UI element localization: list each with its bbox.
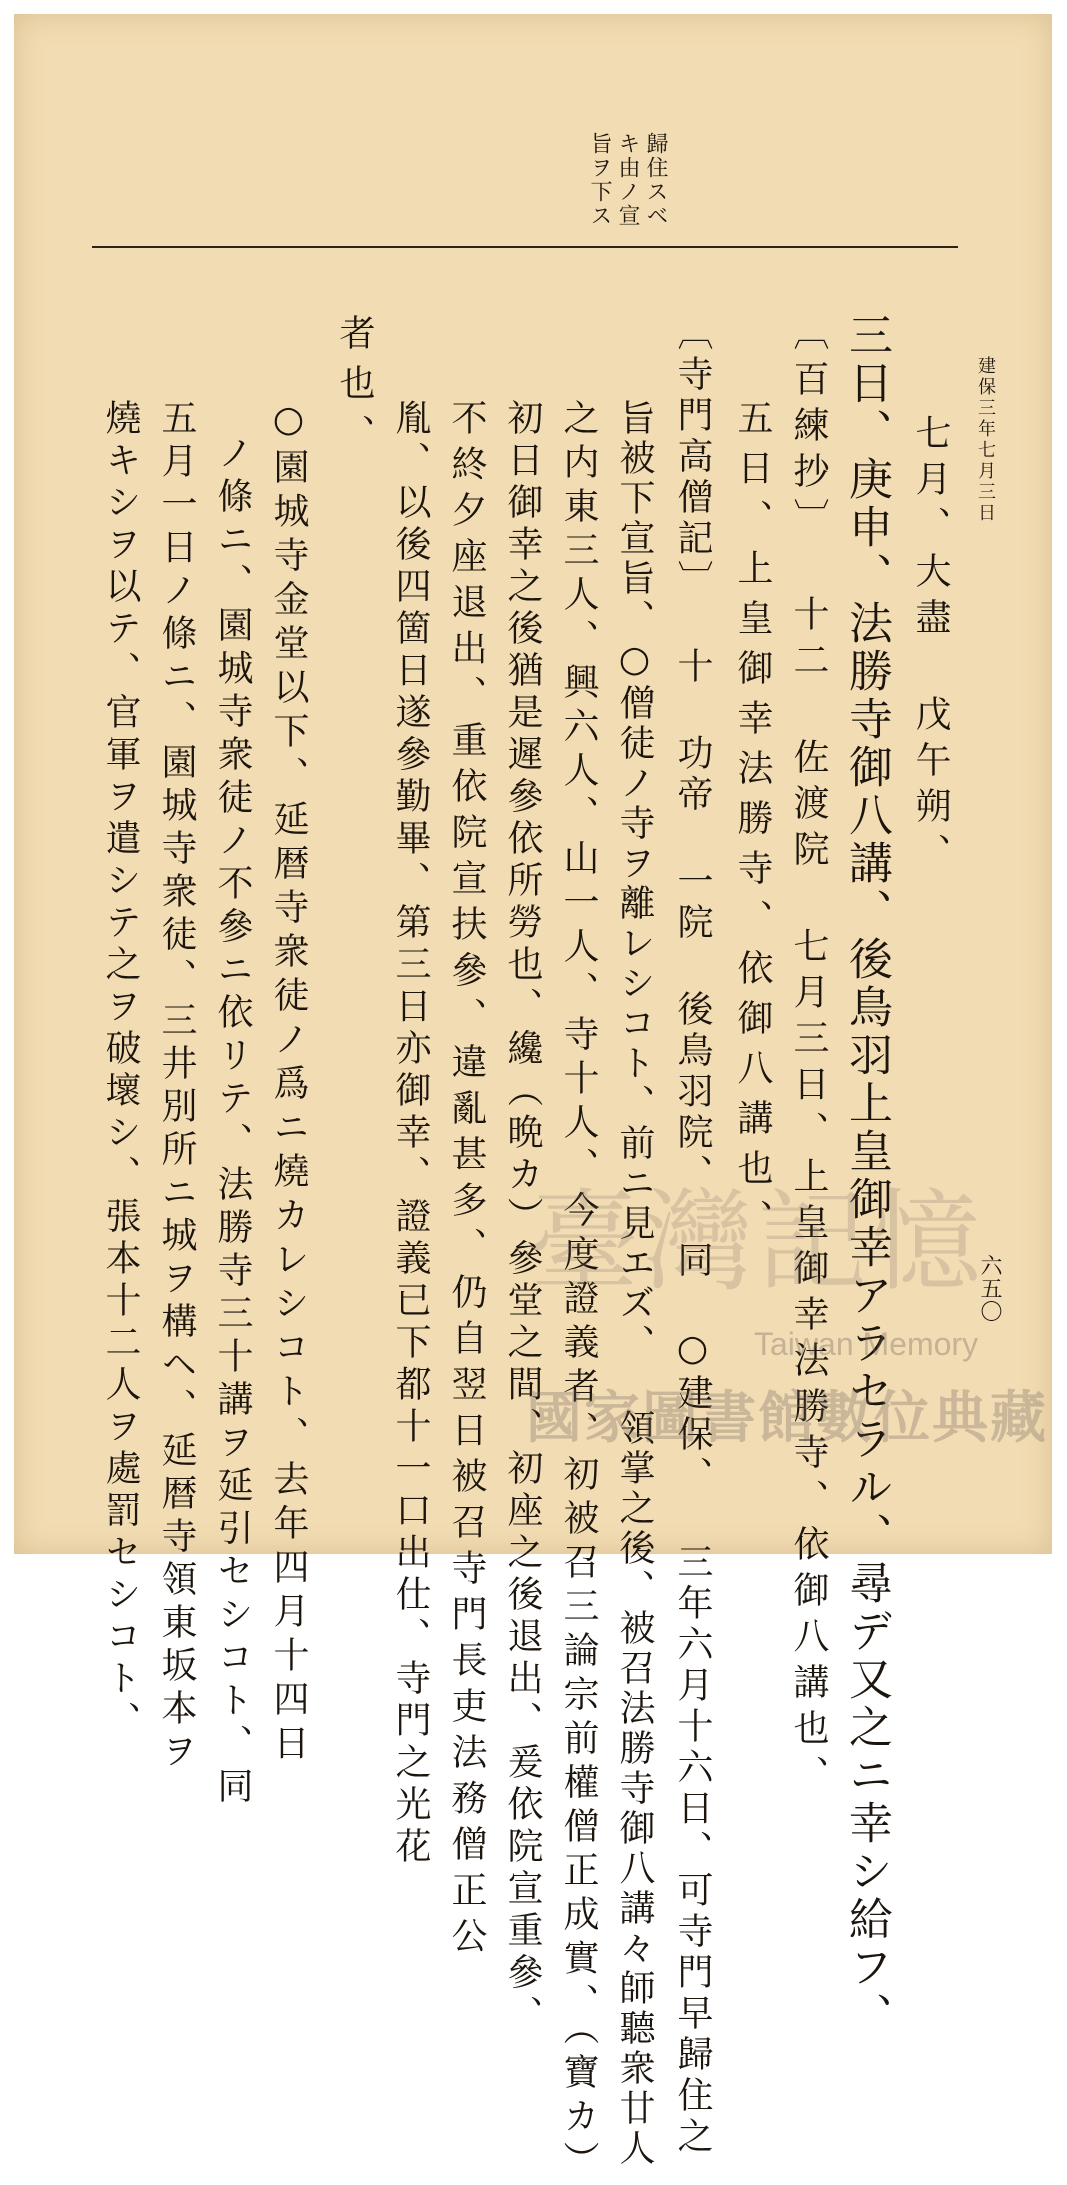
- entry-main-heading: 三日、庚申、法勝寺御八講、後鳥羽上皇御幸アラセラル、尋デ又之ニ幸シ給フ、: [841, 312, 892, 2040]
- month-heading: 七月、大盡 戊午朔、: [910, 414, 951, 879]
- page-number: 六五〇: [977, 1254, 1002, 1323]
- header-rule: [92, 246, 958, 248]
- body-line-2: 之内東三人、興六人、山一人、寺十人、今度證義者、初被召三論宗前權僧正成實、（寶カ）: [558, 399, 599, 2185]
- note-line-1: ○園城寺金堂以下、延暦寺衆徒ノ爲ニ燒カレシコト、去年四月十四日: [268, 399, 309, 1768]
- body-line-4: 不終夕座退出、重依院宣扶參、違亂甚多、仍自翌日被召寺門長吏法務僧正公: [446, 399, 487, 1963]
- source-line-1: 〔百練抄〕 十二 佐渡院 七月三日、上皇御幸法勝寺、依御八講也、: [788, 314, 829, 1801]
- margin-note-line-1: 歸住スベ: [643, 132, 668, 228]
- margin-note-line-2: キ由ノ宣: [615, 132, 640, 228]
- running-head: 建保三年七月三日: [975, 356, 996, 524]
- document-page: [14, 14, 1052, 2185]
- source-line-3: 〔寺門高僧記〕 十 功帝 一院 後鳥羽院、 同 ○建保、 三年六月十六日、可寺門早歸住之: [672, 314, 713, 2158]
- body-line-3: 初日御幸之後猶是遲參依所勞也、纔（晩カ）參堂之間、初座之後退出、爰依院宣重參、: [502, 399, 543, 2037]
- body-line-5: 胤、以後四箇日遂參勤畢、第三日亦御幸、證義已下都十一口出仕、寺門之光花: [390, 399, 431, 1869]
- note-line-3: 五月一日ノ條ニ、園城寺衆徒、三井別所ニ城ヲ構ヘ、延暦寺領東坂本ヲ: [156, 399, 197, 1775]
- watermark-english: Taiwan Memory: [754, 1326, 979, 1362]
- watermark-logo: 臺灣記憶: [529, 1178, 985, 1306]
- body-line-1: 旨被下宣旨、○僧徒ノ寺ヲ離レシコト、前ニ見エズ、 領掌之後、被召法勝寺御八講々師聽衆廿人: [614, 399, 655, 2169]
- body-line-6: 者也、: [334, 314, 375, 464]
- note-line-4: 燒キシヲ以テ、官軍ヲ遣シテ之ヲ破壞シ、張本十二人ヲ處罰セシコト、: [100, 399, 141, 1743]
- source-line-2: 五日、上皇御幸法勝寺、依御八講也、: [732, 399, 773, 1249]
- watermark-chinese: 國家圖書館數位典藏: [526, 1386, 1048, 1451]
- note-line-2: ノ條ニ、園城寺衆徒ノ不參ニ依リテ、法勝寺三十講ヲ延引セシコト、同: [212, 434, 253, 1810]
- margin-note-line-3: 旨ヲ下ス: [587, 132, 612, 228]
